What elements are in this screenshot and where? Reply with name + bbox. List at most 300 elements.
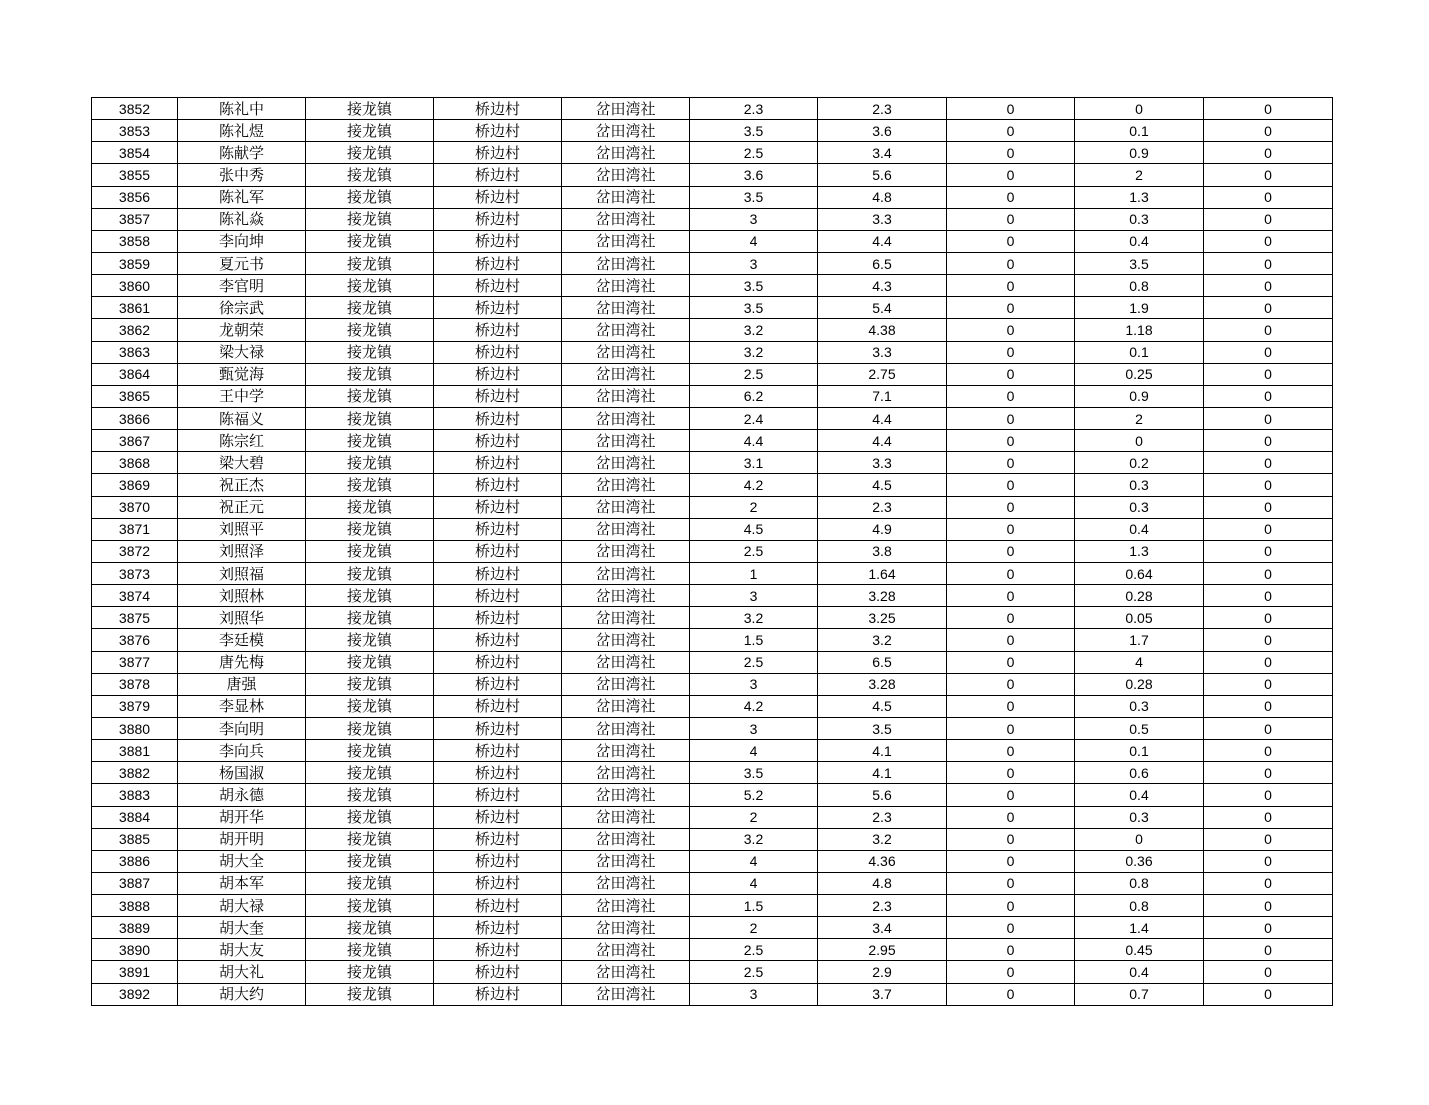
area2-cell: 2.3 bbox=[818, 806, 947, 828]
area1-cell: 4.5 bbox=[690, 518, 818, 540]
value2-cell: 0 bbox=[1204, 164, 1333, 186]
id-cell: 3875 bbox=[92, 607, 178, 629]
value2-cell: 0 bbox=[1204, 297, 1333, 319]
area1-cell: 3 bbox=[690, 717, 818, 739]
town-cell: 接龙镇 bbox=[306, 717, 434, 739]
id-cell: 3878 bbox=[92, 673, 178, 695]
group-cell: 岔田湾社 bbox=[562, 607, 690, 629]
table-row bbox=[92, 872, 1333, 894]
id-cell: 3869 bbox=[92, 474, 178, 496]
area2-cell: 3.7 bbox=[818, 983, 947, 1005]
value1-cell: 0 bbox=[947, 651, 1075, 673]
value2-cell: 0 bbox=[1204, 496, 1333, 518]
name-cell: 龙朝荣 bbox=[178, 319, 306, 341]
area1-cell: 3.5 bbox=[690, 762, 818, 784]
town-cell: 接龙镇 bbox=[306, 275, 434, 297]
value1-cell: 0 bbox=[947, 828, 1075, 850]
village-cell: 桥边村 bbox=[434, 518, 562, 540]
id-cell: 3854 bbox=[92, 142, 178, 164]
town-cell: 接龙镇 bbox=[306, 828, 434, 850]
diff-cell: 0.9 bbox=[1075, 385, 1204, 407]
village-cell: 桥边村 bbox=[434, 629, 562, 651]
name-cell: 胡开华 bbox=[178, 806, 306, 828]
diff-cell: 0.6 bbox=[1075, 762, 1204, 784]
name-cell: 胡大全 bbox=[178, 850, 306, 872]
group-cell: 岔田湾社 bbox=[562, 872, 690, 894]
table-row bbox=[92, 474, 1333, 496]
diff-cell: 1.9 bbox=[1075, 297, 1204, 319]
area1-cell: 3.6 bbox=[690, 164, 818, 186]
town-cell: 接龙镇 bbox=[306, 673, 434, 695]
village-cell: 桥边村 bbox=[434, 474, 562, 496]
table-row bbox=[92, 961, 1333, 983]
value2-cell: 0 bbox=[1204, 385, 1333, 407]
group-cell: 岔田湾社 bbox=[562, 341, 690, 363]
value2-cell: 0 bbox=[1204, 961, 1333, 983]
value1-cell: 0 bbox=[947, 385, 1075, 407]
village-cell: 桥边村 bbox=[434, 120, 562, 142]
table-row bbox=[92, 562, 1333, 584]
value2-cell: 0 bbox=[1204, 142, 1333, 164]
area2-cell: 2.3 bbox=[818, 98, 947, 120]
diff-cell: 0.1 bbox=[1075, 341, 1204, 363]
value1-cell: 0 bbox=[947, 496, 1075, 518]
village-cell: 桥边村 bbox=[434, 341, 562, 363]
value1-cell: 0 bbox=[947, 562, 1075, 584]
id-cell: 3888 bbox=[92, 895, 178, 917]
area1-cell: 4.2 bbox=[690, 695, 818, 717]
diff-cell: 0.45 bbox=[1075, 939, 1204, 961]
area2-cell: 3.2 bbox=[818, 629, 947, 651]
value2-cell: 0 bbox=[1204, 230, 1333, 252]
area1-cell: 2.5 bbox=[690, 540, 818, 562]
town-cell: 接龙镇 bbox=[306, 540, 434, 562]
group-cell: 岔田湾社 bbox=[562, 895, 690, 917]
value1-cell: 0 bbox=[947, 120, 1075, 142]
area1-cell: 4 bbox=[690, 740, 818, 762]
value2-cell: 0 bbox=[1204, 895, 1333, 917]
value1-cell: 0 bbox=[947, 430, 1075, 452]
town-cell: 接龙镇 bbox=[306, 872, 434, 894]
area1-cell: 2.5 bbox=[690, 651, 818, 673]
table-row bbox=[92, 673, 1333, 695]
area2-cell: 3.8 bbox=[818, 540, 947, 562]
area2-cell: 6.5 bbox=[818, 252, 947, 274]
table-row bbox=[92, 275, 1333, 297]
area1-cell: 4.2 bbox=[690, 474, 818, 496]
table-row bbox=[92, 208, 1333, 230]
name-cell: 唐先梅 bbox=[178, 651, 306, 673]
village-cell: 桥边村 bbox=[434, 142, 562, 164]
table-row bbox=[92, 695, 1333, 717]
area2-cell: 4.4 bbox=[818, 407, 947, 429]
value2-cell: 0 bbox=[1204, 651, 1333, 673]
village-cell: 桥边村 bbox=[434, 164, 562, 186]
id-cell: 3860 bbox=[92, 275, 178, 297]
village-cell: 桥边村 bbox=[434, 430, 562, 452]
name-cell: 陈宗红 bbox=[178, 430, 306, 452]
id-cell: 3870 bbox=[92, 496, 178, 518]
diff-cell: 1.3 bbox=[1075, 540, 1204, 562]
name-cell: 甄觉海 bbox=[178, 363, 306, 385]
village-cell: 桥边村 bbox=[434, 872, 562, 894]
table-row bbox=[92, 651, 1333, 673]
value2-cell: 0 bbox=[1204, 872, 1333, 894]
diff-cell: 0.1 bbox=[1075, 120, 1204, 142]
diff-cell: 0.64 bbox=[1075, 562, 1204, 584]
data-table bbox=[91, 97, 1333, 1006]
value1-cell: 0 bbox=[947, 872, 1075, 894]
name-cell: 胡开明 bbox=[178, 828, 306, 850]
value1-cell: 0 bbox=[947, 407, 1075, 429]
id-cell: 3857 bbox=[92, 208, 178, 230]
area1-cell: 2.5 bbox=[690, 939, 818, 961]
village-cell: 桥边村 bbox=[434, 607, 562, 629]
value2-cell: 0 bbox=[1204, 452, 1333, 474]
id-cell: 3892 bbox=[92, 983, 178, 1005]
table-row bbox=[92, 717, 1333, 739]
name-cell: 胡大礼 bbox=[178, 961, 306, 983]
diff-cell: 0.4 bbox=[1075, 230, 1204, 252]
diff-cell: 0.8 bbox=[1075, 895, 1204, 917]
town-cell: 接龙镇 bbox=[306, 983, 434, 1005]
area1-cell: 2.4 bbox=[690, 407, 818, 429]
group-cell: 岔田湾社 bbox=[562, 164, 690, 186]
value1-cell: 0 bbox=[947, 717, 1075, 739]
value1-cell: 0 bbox=[947, 474, 1075, 496]
value2-cell: 0 bbox=[1204, 341, 1333, 363]
village-cell: 桥边村 bbox=[434, 983, 562, 1005]
name-cell: 王中学 bbox=[178, 385, 306, 407]
town-cell: 接龙镇 bbox=[306, 452, 434, 474]
village-cell: 桥边村 bbox=[434, 784, 562, 806]
diff-cell: 1.7 bbox=[1075, 629, 1204, 651]
area1-cell: 2.5 bbox=[690, 961, 818, 983]
name-cell: 李官明 bbox=[178, 275, 306, 297]
diff-cell: 1.3 bbox=[1075, 186, 1204, 208]
village-cell: 桥边村 bbox=[434, 208, 562, 230]
value1-cell: 0 bbox=[947, 186, 1075, 208]
town-cell: 接龙镇 bbox=[306, 385, 434, 407]
diff-cell: 0.3 bbox=[1075, 496, 1204, 518]
area1-cell: 2 bbox=[690, 496, 818, 518]
id-cell: 3864 bbox=[92, 363, 178, 385]
value1-cell: 0 bbox=[947, 585, 1075, 607]
area2-cell: 5.6 bbox=[818, 784, 947, 806]
table-row bbox=[92, 496, 1333, 518]
value2-cell: 0 bbox=[1204, 208, 1333, 230]
table-row bbox=[92, 98, 1333, 120]
value2-cell: 0 bbox=[1204, 319, 1333, 341]
group-cell: 岔田湾社 bbox=[562, 297, 690, 319]
area2-cell: 4.38 bbox=[818, 319, 947, 341]
name-cell: 陈礼中 bbox=[178, 98, 306, 120]
value1-cell: 0 bbox=[947, 208, 1075, 230]
id-cell: 3880 bbox=[92, 717, 178, 739]
area1-cell: 3.5 bbox=[690, 186, 818, 208]
group-cell: 岔田湾社 bbox=[562, 540, 690, 562]
area1-cell: 2.5 bbox=[690, 363, 818, 385]
area1-cell: 5.2 bbox=[690, 784, 818, 806]
village-cell: 桥边村 bbox=[434, 385, 562, 407]
name-cell: 李向兵 bbox=[178, 740, 306, 762]
name-cell: 李廷模 bbox=[178, 629, 306, 651]
value2-cell: 0 bbox=[1204, 695, 1333, 717]
group-cell: 岔田湾社 bbox=[562, 562, 690, 584]
name-cell: 李向坤 bbox=[178, 230, 306, 252]
town-cell: 接龙镇 bbox=[306, 784, 434, 806]
diff-cell: 0.8 bbox=[1075, 275, 1204, 297]
table-row bbox=[92, 430, 1333, 452]
area1-cell: 3 bbox=[690, 208, 818, 230]
id-cell: 3877 bbox=[92, 651, 178, 673]
diff-cell: 0.36 bbox=[1075, 850, 1204, 872]
group-cell: 岔田湾社 bbox=[562, 142, 690, 164]
diff-cell: 0.28 bbox=[1075, 673, 1204, 695]
village-cell: 桥边村 bbox=[434, 540, 562, 562]
village-cell: 桥边村 bbox=[434, 740, 562, 762]
village-cell: 桥边村 bbox=[434, 673, 562, 695]
value2-cell: 0 bbox=[1204, 717, 1333, 739]
diff-cell: 2 bbox=[1075, 407, 1204, 429]
id-cell: 3858 bbox=[92, 230, 178, 252]
table-row bbox=[92, 740, 1333, 762]
name-cell: 胡永德 bbox=[178, 784, 306, 806]
id-cell: 3861 bbox=[92, 297, 178, 319]
value1-cell: 0 bbox=[947, 230, 1075, 252]
town-cell: 接龙镇 bbox=[306, 430, 434, 452]
town-cell: 接龙镇 bbox=[306, 363, 434, 385]
area1-cell: 3 bbox=[690, 983, 818, 1005]
id-cell: 3873 bbox=[92, 562, 178, 584]
id-cell: 3885 bbox=[92, 828, 178, 850]
value2-cell: 0 bbox=[1204, 518, 1333, 540]
diff-cell: 0.2 bbox=[1075, 452, 1204, 474]
area2-cell: 6.5 bbox=[818, 651, 947, 673]
value1-cell: 0 bbox=[947, 518, 1075, 540]
value2-cell: 0 bbox=[1204, 806, 1333, 828]
group-cell: 岔田湾社 bbox=[562, 407, 690, 429]
village-cell: 桥边村 bbox=[434, 363, 562, 385]
id-cell: 3882 bbox=[92, 762, 178, 784]
table-row bbox=[92, 784, 1333, 806]
name-cell: 祝正杰 bbox=[178, 474, 306, 496]
value1-cell: 0 bbox=[947, 806, 1075, 828]
group-cell: 岔田湾社 bbox=[562, 208, 690, 230]
value2-cell: 0 bbox=[1204, 828, 1333, 850]
group-cell: 岔田湾社 bbox=[562, 98, 690, 120]
area1-cell: 3 bbox=[690, 252, 818, 274]
town-cell: 接龙镇 bbox=[306, 252, 434, 274]
value2-cell: 0 bbox=[1204, 120, 1333, 142]
table-row bbox=[92, 120, 1333, 142]
village-cell: 桥边村 bbox=[434, 407, 562, 429]
group-cell: 岔田湾社 bbox=[562, 828, 690, 850]
area1-cell: 1 bbox=[690, 562, 818, 584]
value1-cell: 0 bbox=[947, 607, 1075, 629]
diff-cell: 0 bbox=[1075, 98, 1204, 120]
town-cell: 接龙镇 bbox=[306, 607, 434, 629]
table-row bbox=[92, 319, 1333, 341]
group-cell: 岔田湾社 bbox=[562, 496, 690, 518]
area1-cell: 2.5 bbox=[690, 142, 818, 164]
area1-cell: 3.2 bbox=[690, 607, 818, 629]
group-cell: 岔田湾社 bbox=[562, 695, 690, 717]
town-cell: 接龙镇 bbox=[306, 474, 434, 496]
value1-cell: 0 bbox=[947, 142, 1075, 164]
name-cell: 胡大禄 bbox=[178, 895, 306, 917]
town-cell: 接龙镇 bbox=[306, 407, 434, 429]
table-row bbox=[92, 585, 1333, 607]
group-cell: 岔田湾社 bbox=[562, 275, 690, 297]
name-cell: 胡大友 bbox=[178, 939, 306, 961]
diff-cell: 0.3 bbox=[1075, 474, 1204, 496]
table-row bbox=[92, 895, 1333, 917]
id-cell: 3855 bbox=[92, 164, 178, 186]
area2-cell: 4.36 bbox=[818, 850, 947, 872]
value1-cell: 0 bbox=[947, 341, 1075, 363]
town-cell: 接龙镇 bbox=[306, 164, 434, 186]
value2-cell: 0 bbox=[1204, 186, 1333, 208]
table-row bbox=[92, 297, 1333, 319]
name-cell: 唐强 bbox=[178, 673, 306, 695]
table-row bbox=[92, 629, 1333, 651]
table-row bbox=[92, 341, 1333, 363]
id-cell: 3853 bbox=[92, 120, 178, 142]
area2-cell: 4.9 bbox=[818, 518, 947, 540]
area2-cell: 3.4 bbox=[818, 142, 947, 164]
village-cell: 桥边村 bbox=[434, 297, 562, 319]
value2-cell: 0 bbox=[1204, 983, 1333, 1005]
value2-cell: 0 bbox=[1204, 430, 1333, 452]
area1-cell: 3.2 bbox=[690, 828, 818, 850]
village-cell: 桥边村 bbox=[434, 695, 562, 717]
area2-cell: 2.9 bbox=[818, 961, 947, 983]
group-cell: 岔田湾社 bbox=[562, 474, 690, 496]
town-cell: 接龙镇 bbox=[306, 518, 434, 540]
area2-cell: 7.1 bbox=[818, 385, 947, 407]
town-cell: 接龙镇 bbox=[306, 939, 434, 961]
group-cell: 岔田湾社 bbox=[562, 430, 690, 452]
group-cell: 岔田湾社 bbox=[562, 452, 690, 474]
village-cell: 桥边村 bbox=[434, 651, 562, 673]
table-row bbox=[92, 917, 1333, 939]
town-cell: 接龙镇 bbox=[306, 319, 434, 341]
diff-cell: 1.4 bbox=[1075, 917, 1204, 939]
name-cell: 陈礼煜 bbox=[178, 120, 306, 142]
table-row bbox=[92, 939, 1333, 961]
id-cell: 3884 bbox=[92, 806, 178, 828]
table-row bbox=[92, 252, 1333, 274]
diff-cell: 0.4 bbox=[1075, 518, 1204, 540]
value1-cell: 0 bbox=[947, 275, 1075, 297]
diff-cell: 4 bbox=[1075, 651, 1204, 673]
diff-cell: 0.3 bbox=[1075, 208, 1204, 230]
table-row bbox=[92, 142, 1333, 164]
table-row bbox=[92, 518, 1333, 540]
diff-cell: 0.25 bbox=[1075, 363, 1204, 385]
group-cell: 岔田湾社 bbox=[562, 651, 690, 673]
value2-cell: 0 bbox=[1204, 629, 1333, 651]
village-cell: 桥边村 bbox=[434, 585, 562, 607]
value1-cell: 0 bbox=[947, 939, 1075, 961]
town-cell: 接龙镇 bbox=[306, 850, 434, 872]
value1-cell: 0 bbox=[947, 297, 1075, 319]
group-cell: 岔田湾社 bbox=[562, 319, 690, 341]
area1-cell: 4 bbox=[690, 872, 818, 894]
value1-cell: 0 bbox=[947, 695, 1075, 717]
village-cell: 桥边村 bbox=[434, 252, 562, 274]
town-cell: 接龙镇 bbox=[306, 208, 434, 230]
table-row bbox=[92, 762, 1333, 784]
town-cell: 接龙镇 bbox=[306, 762, 434, 784]
town-cell: 接龙镇 bbox=[306, 297, 434, 319]
area2-cell: 3.25 bbox=[818, 607, 947, 629]
id-cell: 3881 bbox=[92, 740, 178, 762]
name-cell: 梁大禄 bbox=[178, 341, 306, 363]
id-cell: 3863 bbox=[92, 341, 178, 363]
value1-cell: 0 bbox=[947, 319, 1075, 341]
group-cell: 岔田湾社 bbox=[562, 717, 690, 739]
value2-cell: 0 bbox=[1204, 762, 1333, 784]
area1-cell: 2 bbox=[690, 806, 818, 828]
diff-cell: 0.5 bbox=[1075, 717, 1204, 739]
table-row bbox=[92, 607, 1333, 629]
value2-cell: 0 bbox=[1204, 474, 1333, 496]
table-body bbox=[92, 98, 1333, 1006]
town-cell: 接龙镇 bbox=[306, 740, 434, 762]
area1-cell: 2.3 bbox=[690, 98, 818, 120]
table-row bbox=[92, 850, 1333, 872]
area2-cell: 4.3 bbox=[818, 275, 947, 297]
diff-cell: 1.18 bbox=[1075, 319, 1204, 341]
area1-cell: 3.5 bbox=[690, 297, 818, 319]
name-cell: 刘照平 bbox=[178, 518, 306, 540]
value1-cell: 0 bbox=[947, 983, 1075, 1005]
town-cell: 接龙镇 bbox=[306, 806, 434, 828]
name-cell: 祝正元 bbox=[178, 496, 306, 518]
area1-cell: 3.5 bbox=[690, 275, 818, 297]
id-cell: 3862 bbox=[92, 319, 178, 341]
value2-cell: 0 bbox=[1204, 540, 1333, 562]
area1-cell: 4 bbox=[690, 850, 818, 872]
village-cell: 桥边村 bbox=[434, 895, 562, 917]
value2-cell: 0 bbox=[1204, 275, 1333, 297]
area2-cell: 3.3 bbox=[818, 341, 947, 363]
id-cell: 3865 bbox=[92, 385, 178, 407]
area1-cell: 3 bbox=[690, 585, 818, 607]
village-cell: 桥边村 bbox=[434, 828, 562, 850]
town-cell: 接龙镇 bbox=[306, 895, 434, 917]
id-cell: 3859 bbox=[92, 252, 178, 274]
value2-cell: 0 bbox=[1204, 562, 1333, 584]
area2-cell: 2.95 bbox=[818, 939, 947, 961]
village-cell: 桥边村 bbox=[434, 939, 562, 961]
id-cell: 3891 bbox=[92, 961, 178, 983]
value1-cell: 0 bbox=[947, 164, 1075, 186]
diff-cell: 0.7 bbox=[1075, 983, 1204, 1005]
table-row bbox=[92, 363, 1333, 385]
area2-cell: 4.5 bbox=[818, 474, 947, 496]
value1-cell: 0 bbox=[947, 917, 1075, 939]
group-cell: 岔田湾社 bbox=[562, 806, 690, 828]
id-cell: 3883 bbox=[92, 784, 178, 806]
value1-cell: 0 bbox=[947, 740, 1075, 762]
diff-cell: 0.1 bbox=[1075, 740, 1204, 762]
town-cell: 接龙镇 bbox=[306, 496, 434, 518]
table-row bbox=[92, 806, 1333, 828]
table-row bbox=[92, 452, 1333, 474]
